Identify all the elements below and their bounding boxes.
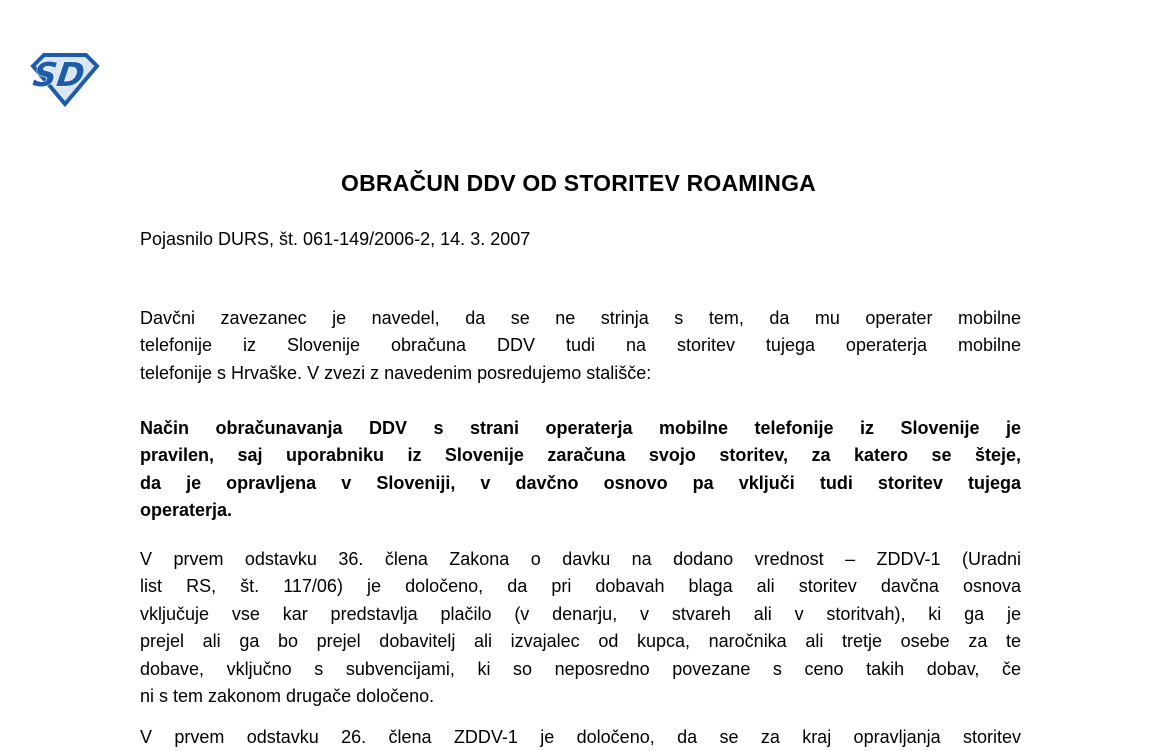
text-line: vključuje vse kar predstavlja plačilo (v denarju, v stvareh ali v storitvah), ki ga je (140, 603, 1021, 624)
text-line: pravilen, saj uporabniku iz Slovenije zaračuna svojo storitev, za katero se šteje, (140, 445, 1021, 466)
paragraph-clipped-bottom (140, 724, 1021, 751)
text-line: da je opravljena v Sloveniji, v davčno osnovo pa vključi tudi storitev tujega (140, 472, 1021, 493)
text-line: prejel ali ga bo prejel dobavitelj ali izvajalec od kupca, naročnika ali tretje osebe za te (140, 631, 1021, 652)
text-line: operaterja. (140, 500, 233, 521)
sd-diamond-logo (30, 49, 100, 107)
text-line: telefonije iz Slovenije obračuna DDV tudi na storitev tujega operaterja mobilne (140, 335, 1021, 356)
text-line: dobave, vključno s subvencijami, ki so neposredno povezane s ceno takih dobav, če (140, 658, 1021, 679)
text-line: list RS, št. 117/06) je določeno, da pri dobavah blaga ali storitev davčna osnova (140, 576, 1021, 597)
text-line: V prvem odstavku 26. člena ZDDV-1 je določeno, da se za kraj opravljanja storitev (140, 727, 1021, 747)
document-title: OBRAČUN DDV OD STORITEV ROAMINGA (341, 170, 816, 196)
document-subtitle: Pojasnilo DURS, št. 061-149/2006-2, 14. 3. 2007 (140, 229, 531, 249)
paragraph-statement-bold (140, 415, 1021, 525)
sd-diamond-logo-graphic (30, 49, 100, 107)
text-line: Način obračunavanja DDV s strani operaterja mobilne telefonije iz Slovenije je (140, 418, 1021, 438)
logo-letters: SD (30, 55, 88, 94)
paragraph-intro (140, 305, 1021, 387)
text-line: ni s tem zakonom drugače določeno. (140, 686, 435, 707)
paragraph-law-reference (140, 546, 1021, 710)
text-line: telefonije s Hrvaške. V zvezi z navedenim posredujemo stališče: (140, 362, 652, 383)
text-line: V prvem odstavku 36. člena Zakona o davku na dodano vrednost – ZDDV-1 (Uradni (140, 549, 1021, 569)
text-line: Davčni zavezanec je navedel, da se ne strinja s tem, da mu operater mobilne (140, 308, 1021, 328)
